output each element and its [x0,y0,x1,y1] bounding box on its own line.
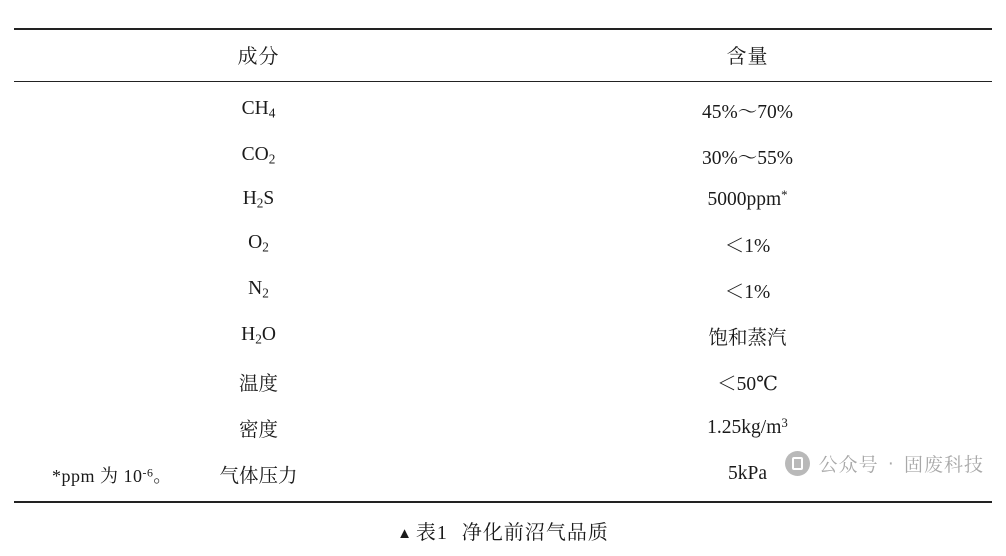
triangle-marker-icon: ▲ [397,525,413,542]
table-row [14,221,992,267]
table-row [14,359,992,405]
cell-component: 密度 [238,419,278,441]
component-formula-tail: S [263,188,275,209]
table-footnote [52,462,172,488]
table-body [14,82,992,502]
footnote-exponent: -6 [142,465,154,480]
table-container [14,28,992,503]
table-row [14,313,992,359]
component-formula-main: H [241,323,256,345]
cell-value [503,179,992,221]
component-formula-sub: 2 [256,195,264,211]
watermark-account-name: 固废科技 [903,455,984,476]
watermark-account-label: 公众号 [818,455,879,476]
component-formula-sub: 2 [255,331,262,347]
cell-component [14,133,503,179]
footnote-prefix: *ppm 为 10 [52,466,143,486]
cell-value: 45%～70% [702,102,793,123]
component-formula-tail: O [261,323,276,345]
cell-component [14,267,503,313]
component-formula-sub: 2 [262,285,269,301]
footnote-suffix: 。 [153,466,172,486]
component-formula-sub: 2 [262,239,269,255]
cell-value-text: 1.25kg/m [707,417,782,439]
table-header [14,29,992,82]
table-row [14,267,992,313]
cell-value: 5kPa [728,462,767,484]
cell-value: 30%～55% [702,148,793,169]
cell-component [14,82,503,134]
cell-value: ＜50℃ [717,373,778,395]
component-formula-sub: 2 [268,151,276,167]
component-formula-main: H [242,188,257,209]
cell-component [14,221,503,267]
table-header-content: 含量 [726,46,769,68]
wechat-logo-icon [785,451,810,476]
unit-exponent: 3 [781,416,788,431]
table-row [14,405,992,451]
table-row [14,179,992,221]
watermark-separator: · [887,452,895,474]
component-formula-main: O [248,231,263,253]
caption-text: 净化前沼气品质 [461,522,609,544]
component-formula-main: CH [241,98,269,120]
cell-value: ＜1% [724,235,771,257]
table-header-row [14,29,992,82]
cell-value [503,405,992,451]
cell-component [14,313,503,359]
table-row [14,133,992,179]
cell-component: 气体压力 [219,465,298,487]
cell-value: ＜1% [724,281,771,303]
table-header-component: 成分 [237,46,280,68]
footnote-marker: * [781,188,788,203]
watermark [785,450,984,477]
caption-label: 表1 [415,522,448,544]
cell-component: 温度 [238,373,278,395]
component-formula-main: CO [241,144,269,166]
cell-value-text: 5000ppm [707,189,782,211]
table-caption [0,516,1006,545]
cell-component [14,179,503,221]
component-formula-sub: 4 [268,105,276,121]
table-row [14,82,992,134]
cell-value: 饱和蒸汽 [708,327,787,349]
component-formula-main: N [248,277,263,299]
biogas-quality-table [14,28,992,503]
